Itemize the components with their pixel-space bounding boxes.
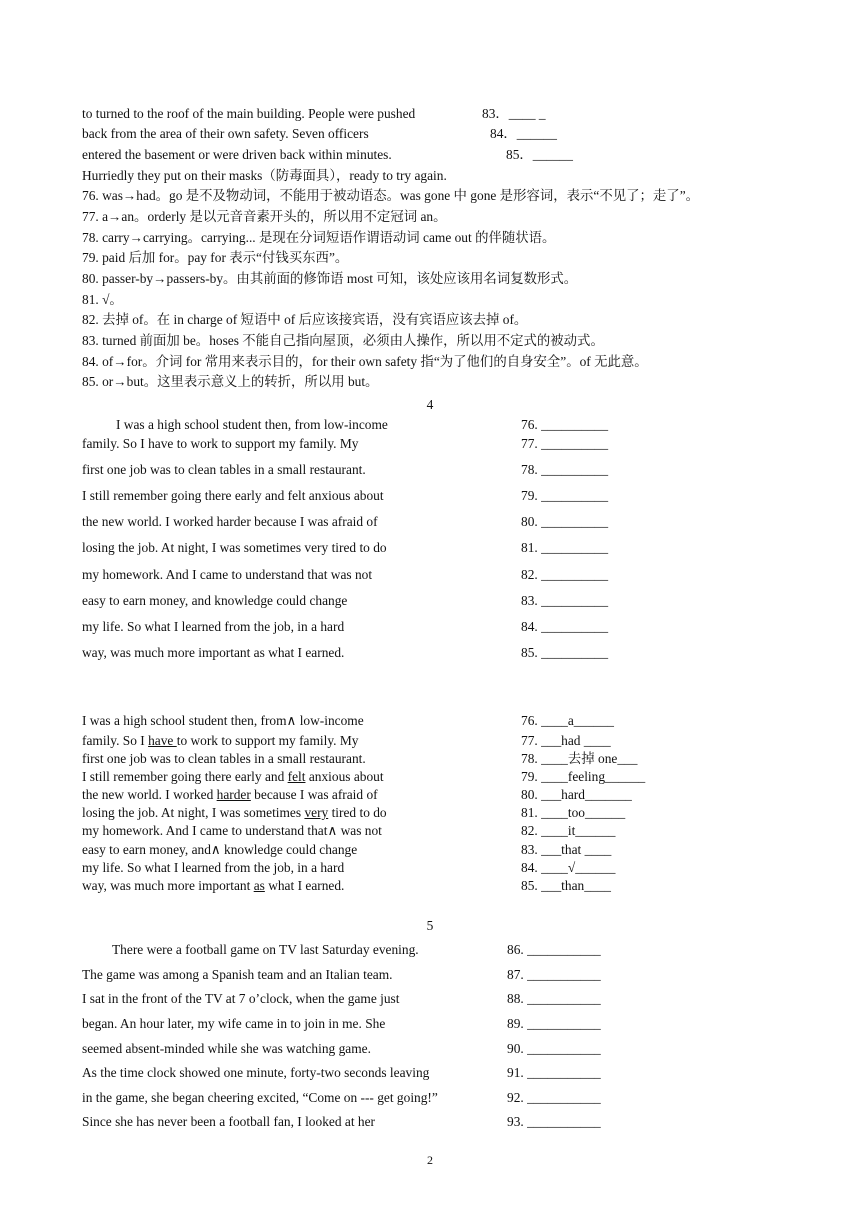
passage-line: losing the job. At night, I was sometimes very tired to do [82, 540, 387, 555]
explanation-line: 83. turned 前面加 be。hoses 不能自己指向屋顶，必须由人操作，所以用不定式的被动式。 [82, 333, 604, 348]
passage-line: As the time clock showed one minute, forty-two seconds leaving [82, 1065, 430, 1080]
passage-line: in the game, she began cheering excited, “Come on --- get going!” [82, 1090, 438, 1105]
answer-value: 84. ____√______ [521, 860, 616, 875]
corrected-line [82, 751, 366, 767]
passage-line: I still remember going there early and felt anxious about [82, 488, 384, 503]
passage-line: way, was much more important as what I earned. [82, 645, 345, 660]
text-pre: way, was much more important [82, 878, 254, 893]
passage-line: entered the basement or were driven back within minutes. [82, 147, 392, 162]
explanation-line: 84. of→for。介词 for 常用来表示目的，for their own safety 指“为了他们的自身安全”。of 无此意。 [82, 354, 648, 369]
passage-line: family. So I have to work to support my family. My [82, 436, 359, 451]
answer-blank: 76. __________ [521, 417, 609, 432]
answer-blank: 79. __________ [521, 488, 609, 503]
text-pre: the new world. I worked [82, 787, 217, 802]
passage-line: I sat in the front of the TV at 7 o’clock, when the game just [82, 991, 400, 1006]
answer-blank: 80. __________ [521, 514, 609, 529]
text-pre: losing the job. At night, I was sometimes [82, 805, 305, 820]
corrected-line [82, 733, 358, 749]
error-word: harder [216, 787, 251, 802]
answer-blank: 83．____ _ [482, 106, 546, 121]
answer-blank: 87. ___________ [507, 967, 601, 982]
corrected-line [82, 878, 344, 894]
answer-blank: 93. ___________ [507, 1114, 601, 1129]
corrected-line [82, 787, 378, 803]
answer-blank: 85. __________ [521, 645, 609, 660]
passage-line: to turned to the roof of the main building. People were pushed [82, 106, 416, 121]
answer-value: 85. ___than____ [521, 878, 612, 893]
corrected-line [82, 842, 357, 858]
explanation-line: 82. 去掉 of。在 in charge of 短语中 of 后应该接宾语，没有宾语应该去掉 of。 [82, 312, 528, 327]
answer-blank: 90. ___________ [507, 1041, 601, 1056]
text-post: because I was afraid of [250, 787, 378, 802]
corrected-line [82, 860, 344, 876]
passage-line: Hurriedly they put on their masks（防毒面具），ready to try again. [82, 168, 447, 183]
answer-blank: 86. ___________ [507, 942, 601, 957]
text-pre: easy to earn money, and∧ knowledge could change [82, 842, 358, 857]
passage-line: my homework. And I came to understand that was not [82, 567, 373, 582]
passage-line: my life. So what I learned from the job, in a hard [82, 619, 345, 634]
answer-blank: 81. __________ [521, 540, 609, 555]
text-pre: my life. So what I learned from the job, in a hard [82, 860, 345, 875]
error-word: very [304, 805, 329, 820]
explanation-line: 78. carry→carrying。carrying... 是现在分词短语作谓语动词 came out 的伴随状语。 [82, 230, 556, 245]
answer-value: 79. ____feeling______ [521, 769, 646, 784]
passage-line: There were a football game on TV last Saturday evening. [112, 942, 419, 957]
explanation-line: 76. was→had。go 是不及物动词，不能用于被动语态。was gone 中 gone 是形容词，表示“不见了；走了”。 [82, 188, 700, 203]
answer-blank: 84. __________ [521, 619, 609, 634]
text-pre: first one job was to clean tables in a small restaurant. [82, 751, 366, 766]
passage-line: back from the area of their own safety. Seven officers [82, 126, 369, 141]
text-post: to work to support my family. My [176, 733, 359, 748]
passage-line: began. An hour later, my wife came in to join in me. She [82, 1016, 386, 1031]
passage-line: The game was among a Spanish team and an Italian team. [82, 967, 393, 982]
passage-line: the new world. I worked harder because I was afraid of [82, 514, 378, 529]
explanation-line: 80. passer-by→passers-by。由其前面的修饰语 most 可知，该处应该用名词复数形式。 [82, 271, 578, 286]
answer-blank: 78. __________ [521, 462, 609, 477]
corrected-line [82, 769, 384, 785]
text-pre: my homework. And I came to understand that∧ was not [82, 823, 382, 838]
explanation-line: 79. paid 后加 for。pay for 表示“付钱买东西”。 [82, 250, 349, 265]
answer-blank: 85．______ [506, 147, 573, 162]
text-pre: I still remember going there early and [82, 769, 288, 784]
error-word: as [253, 878, 265, 893]
passage-line: first one job was to clean tables in a small restaurant. [82, 462, 366, 477]
answer-blank: 92. ___________ [507, 1090, 601, 1105]
text-pre: family. So I [82, 733, 149, 748]
corrected-line [82, 805, 387, 821]
answer-blank: 91. ___________ [507, 1065, 601, 1080]
passage-line: I was a high school student then, from low-income [116, 417, 388, 432]
answer-value: 77. ___had ____ [521, 733, 611, 748]
text-post: anxious about [305, 769, 384, 784]
corrected-line [82, 823, 382, 839]
text-post: what I earned. [264, 878, 345, 893]
answer-blank: 82. __________ [521, 567, 609, 582]
answer-value: 83. ___that ____ [521, 842, 612, 857]
text-pre: I was a high school student then, from∧ low-income [82, 713, 364, 728]
section-number: 5 [426, 918, 434, 933]
answer-value: 81. ____too______ [521, 805, 626, 820]
error-word: have [148, 733, 177, 748]
answer-value: 78. ____去掉 one___ [521, 751, 638, 766]
answer-value: 82. ____it______ [521, 823, 616, 838]
answer-blank: 83. __________ [521, 593, 609, 608]
corrected-line [82, 713, 364, 729]
error-word: felt [287, 769, 306, 784]
answer-blank: 77. __________ [521, 436, 609, 451]
explanation-line: 81. √。 [82, 292, 123, 307]
text-post: tired to do [328, 805, 387, 820]
answer-blank: 84．______ [490, 126, 557, 141]
answer-value: 80. ___hard_______ [521, 787, 632, 802]
explanation-line: 85. or→but。这里表示意义上的转折，所以用 but。 [82, 374, 379, 389]
passage-line: Since she has never been a football fan, I looked at her [82, 1114, 375, 1129]
explanation-line: 77. a→an。orderly 是以元音音素开头的，所以用不定冠词 an。 [82, 209, 447, 224]
answer-value: 76. ____a______ [521, 713, 614, 728]
answer-blank: 89. ___________ [507, 1016, 601, 1031]
page-number: 2 [427, 1153, 433, 1167]
passage-line: seemed absent-minded while she was watching game. [82, 1041, 371, 1056]
answer-blank: 88. ___________ [507, 991, 601, 1006]
passage-line: easy to earn money, and knowledge could change [82, 593, 348, 608]
section-number: 4 [426, 397, 434, 412]
